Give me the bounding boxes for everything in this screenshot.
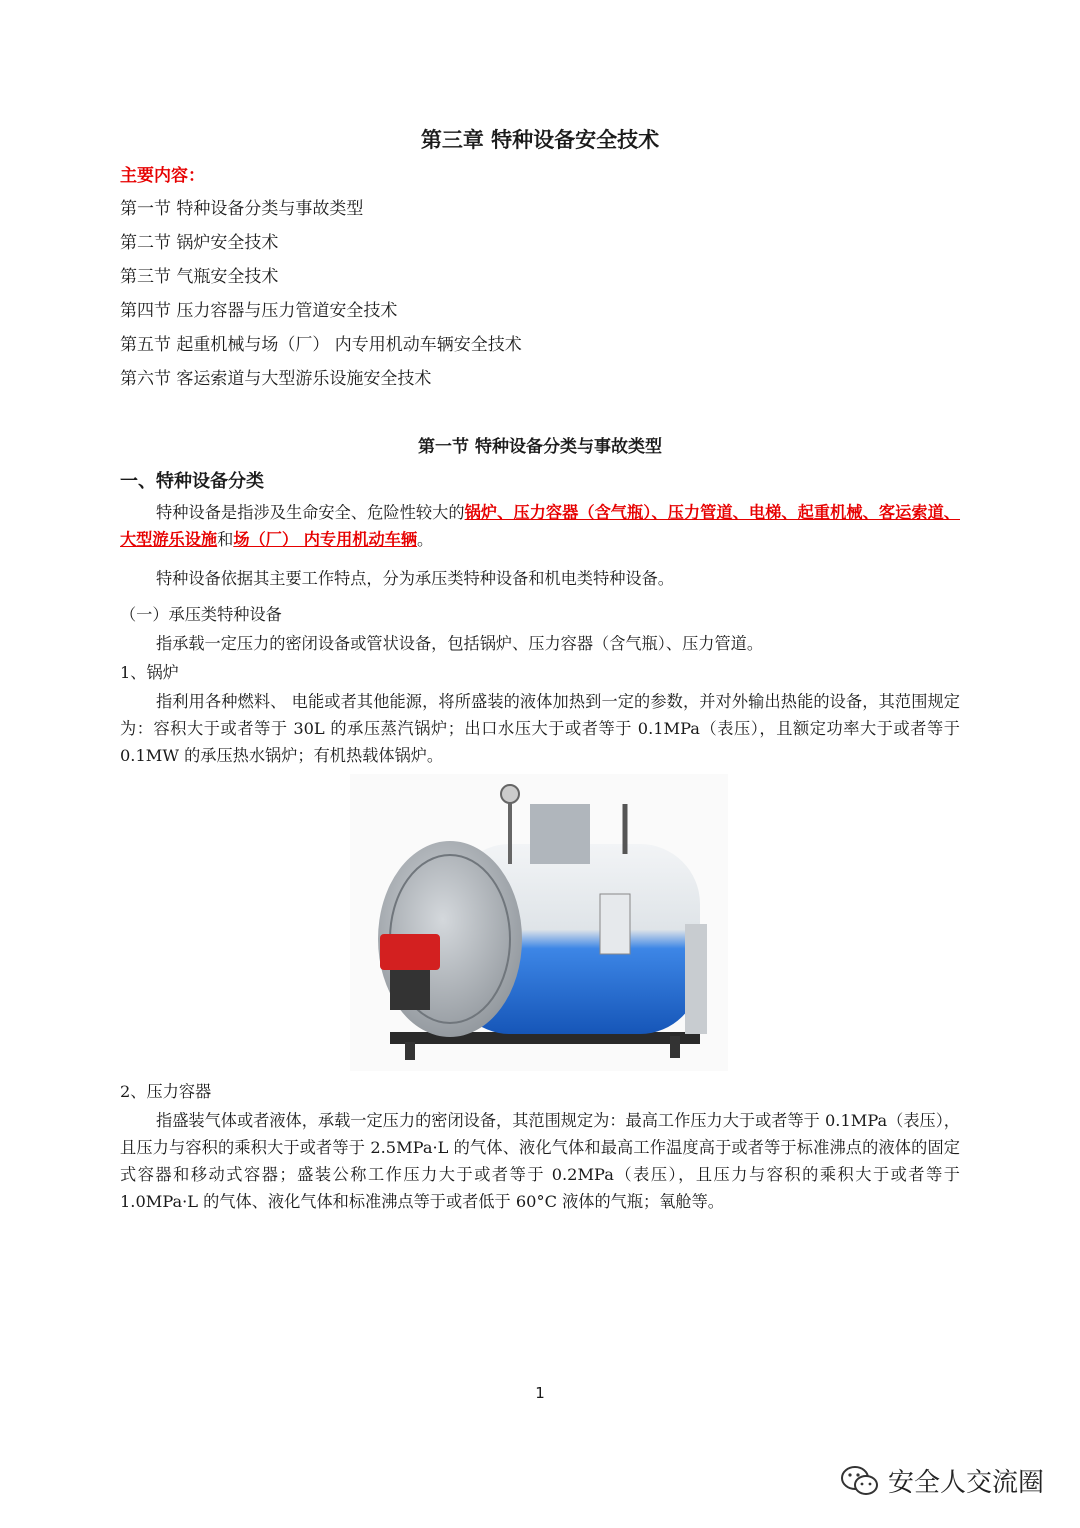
para-text: 。: [417, 530, 434, 549]
watermark-text: 安全人交流圈: [887, 1468, 1044, 1498]
toc-item: 第三节 气瓶安全技术: [120, 267, 279, 287]
paragraph-definition: [120, 499, 960, 553]
paragraph-boiler: 指利用各种燃料、 电能或者其他能源，将所盛装的液体加热到一定的参数，并对外输出热能的设备，其范围规定为：容积大于或者等于 30L 的承压蒸汽锅炉；出口水压大于或者等于 0.1MPa（表压），且额定功率大于或者等于 0.1MW 的承压热水锅炉；有机热载体锅炉。: [120, 692, 960, 765]
paragraph-categories: 特种设备依据其主要工作特点，分为承压类特种设备和机电类特种设备。: [156, 569, 674, 588]
toc-item: 第五节 起重机械与场（厂） 内专用机动车辆安全技术: [120, 335, 522, 355]
subheading-pressure: （一）承压类特种设备: [120, 605, 282, 624]
watermark: [840, 1462, 1044, 1499]
item-pressure-vessel: 2、压力容器: [120, 1082, 212, 1101]
paragraph-pressure-vessel: 指盛装气体或者液体，承载一定压力的密闭设备，其范围规定为：最高工作压力大于或者等于 0.1MPa（表压），且压力与容积的乘积大于或者等于 2.5MPa·L 的气体、液化气体和最高工作温度高于或者等于标准沸点的液体的固定式容器和移动式容器；盛装公称工作压力大于或者等于 0.2MPa（表压），且压力与容积的乘积大于或者等于 1.0MPa·L 的气体、液化气体和标准沸点等于或者低于 60°C 液体的气瓶；氧舱等。: [120, 1111, 960, 1211]
wechat-icon: [840, 1464, 880, 1498]
paragraph-pressure: 指承载一定压力的密闭设备或管状设备，包括锅炉、压力容器（含气瓶）、压力管道。: [156, 634, 764, 653]
section-title: 第一节 特种设备分类与事故类型: [418, 437, 662, 457]
toc-item: 第二节 锅炉安全技术: [120, 233, 279, 253]
toc-item: 第四节 压力容器与压力管道安全技术: [120, 301, 398, 321]
toc-item: 第六节 客运索道与大型游乐设施安全技术: [120, 369, 432, 389]
heading-classification: 一、特种设备分类: [120, 471, 264, 492]
page-number: 1: [535, 1384, 545, 1402]
highlight-equipment-list: 锅炉、压力容器（含气瓶）、压力管道、电梯、起重机械、客运索道、大型游乐设施: [120, 503, 960, 549]
boiler-illustration-icon: [350, 774, 728, 1071]
toc-item: 第一节 特种设备分类与事故类型: [120, 199, 364, 219]
para-text: 特种设备是指涉及生命安全、危险性较大的: [156, 503, 465, 522]
para-text: 和: [217, 530, 234, 549]
boiler-image: [350, 774, 728, 1071]
highlight-vehicles: 场（厂） 内专用机动车辆: [233, 530, 418, 549]
main-content-label: 主要内容：: [120, 166, 205, 186]
item-boiler: 1、锅炉: [120, 663, 179, 682]
chapter-title: 第三章 特种设备安全技术: [420, 128, 660, 152]
